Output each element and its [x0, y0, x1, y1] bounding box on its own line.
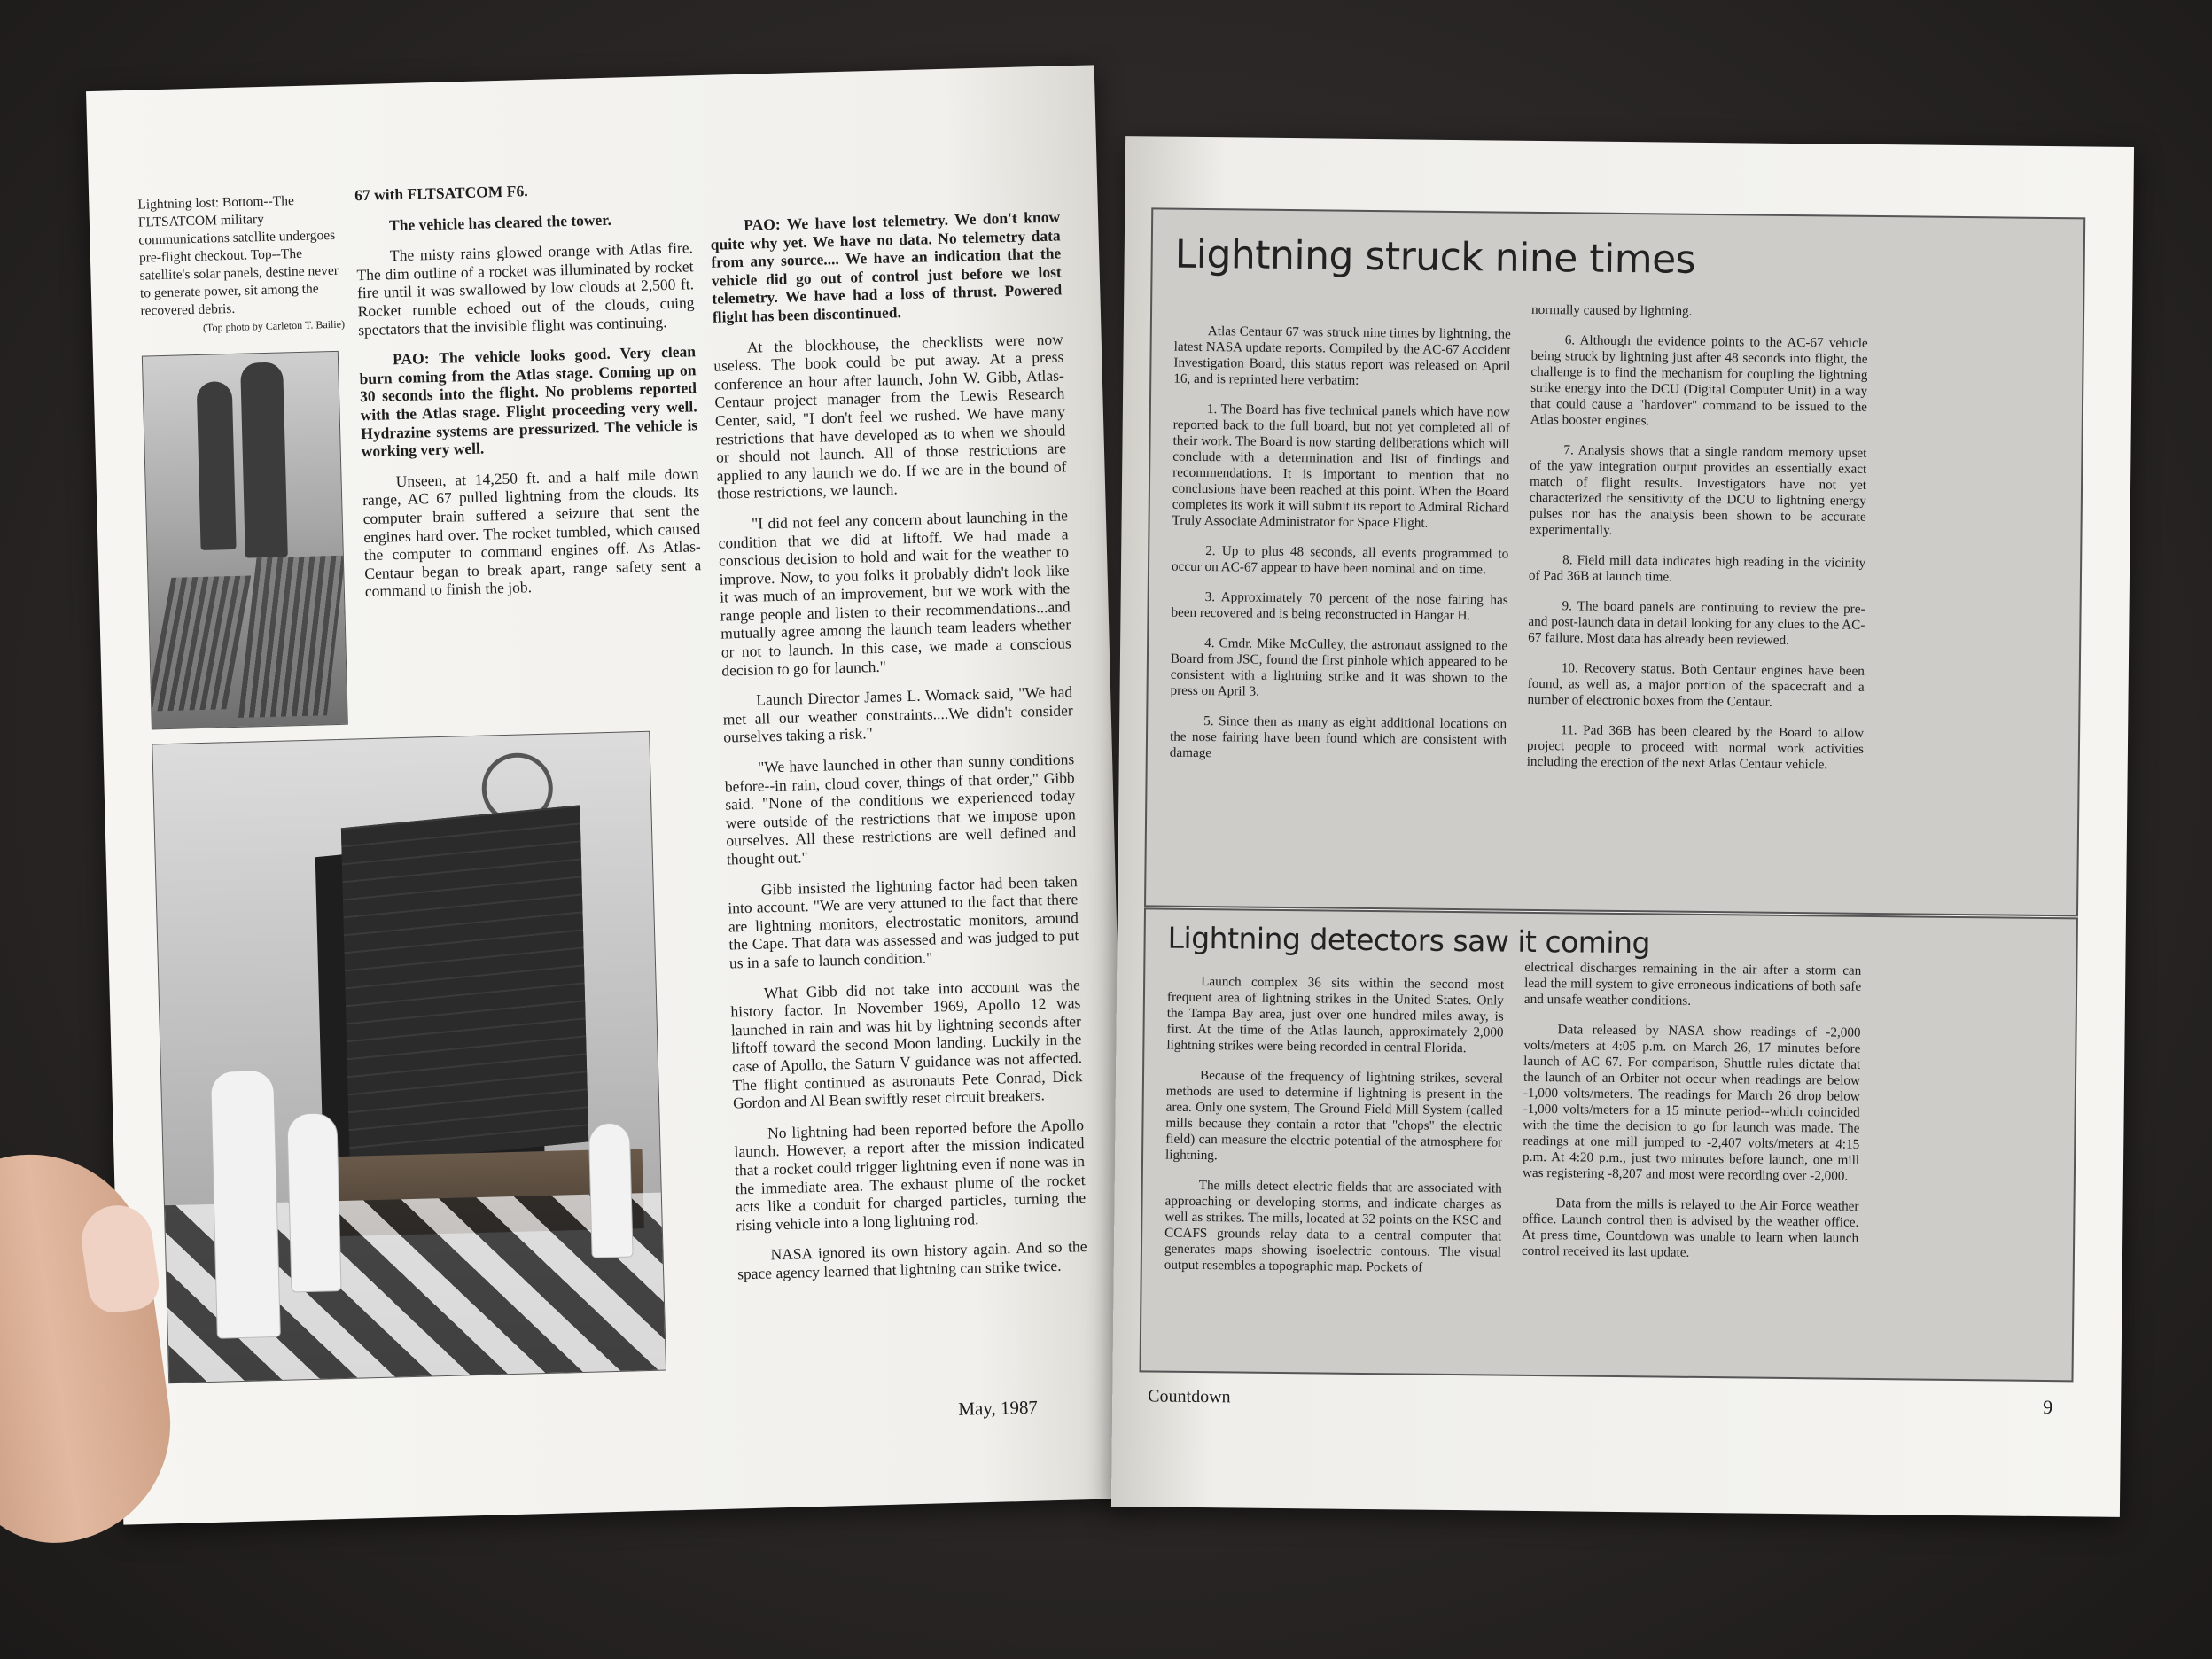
paragraph: 5. Since then as many as eight additional locations on the nose fairing have been found which are consistent with damage [1169, 713, 1507, 761]
photo-credit: (Top photo by Carleton T. Bailie) [202, 317, 346, 334]
person-figure [240, 362, 288, 557]
person-figure [197, 381, 237, 550]
paragraph: "I did not feel any concern about launching in the condition that we did at liftoff. We had made a conscious decision to hold and wait for the weather to improve. Now, to you folks it probably didn't look like it was much of an improvement, but we work with the range people and listen to their recommendations...and mutually agree among the launch team leaders whether or not to launch. In this case, we made a conscious decision to go for launch." [718, 506, 1071, 680]
paragraph: The mills detect electric fields that are associated with approaching or developing storms, and indicate charges as well as strikes. The mills, located at 32 points on the KSC and CCAFS grounds relay data to a central computer that generates maps showing isoelectric contours. The visual output resembles a topographic map. Pockets of [1164, 1178, 1502, 1275]
right-page [1111, 136, 2134, 1517]
paragraph: 4. Cmdr. Mike McCulley, the astronaut assigned to the Board from JSC, found the first pinhole which appeared to be consistent with a lightning strike and it was shown to the press on April 3. [1170, 635, 1508, 699]
article-column-1 [354, 177, 702, 613]
paragraph: The vehicle has cleared the tower. [388, 210, 612, 234]
paragraph: The misty rains glowed orange with Atlas fire. The dim outline of a rocket was illuminated by rocket fire until it was swallowed by low clouds at 2,500 ft. Rocket rumble echoed out of the clouds, cuing spectators that the invisible flight was continuing. [356, 238, 695, 339]
issue-date: May, 1987 [957, 1396, 1039, 1420]
paragraph: 1. The Board has five technical panels which have now reported back to the full board, but not yet completed all of their work. The Board is now starting deliberations which will conclude with a determination and list of findings and recommendations. It is important to mention that no conclusions have been reached at this point. When the Board completes its work it will submit its report to Admiral Richard Truly Associate Administrator for Space Flight. [1172, 401, 1510, 531]
page-number: 9 [2043, 1396, 2053, 1419]
box-title: Lightning struck nine times [1174, 231, 1696, 283]
paragraph: Launch Director James L. Womack said, "We had met all our weather constraints....We didn't consider ourselves taking a risk." [722, 682, 1073, 747]
box-column-2 [1522, 960, 1862, 1277]
paragraph: 3. Approximately 70 percent of the nose fairing has been recovered and is being reconstructed in Hangar H. [1171, 589, 1508, 624]
paragraph: Unseen, at 14,250 ft. and a half mile down range, AC 67 pulled lightning from the clouds. Its computer brain suffered a seizure that sent the engines hard over. The rocket tumbled, which caused the computer to command engines off. As Atlas-Centaur began to break apart, range safety sent a command to finish the job. [362, 463, 702, 601]
photo-caption [137, 191, 345, 339]
paragraph: PAO: The vehicle looks good. Very clean burn coming from the Atlas stage. Coming up on 30 seconds into the flight. No problems reported with the Atlas stage. Flight proceeding very well. Hydrazine systems are pressurized. The vehicle is working very well. [359, 342, 698, 461]
box-column-1 [1170, 323, 1511, 779]
box-title: Lightning detectors saw it coming [1167, 920, 1651, 961]
caption-text: Lightning lost: Bottom--The FLTSATCOM military communications satellite undergoes pre-flight checkout. Top--The satellite's solar panels, destine never to generate power, sit among the recovered debris. [137, 193, 339, 319]
sidebar-box-lightning-detectors [1140, 907, 2078, 1382]
paragraph: 2. Up to plus 48 seconds, all events programmed to occur on AC-67 appear to have been nominal and on time. [1171, 543, 1509, 578]
paragraph: 7. Analysis shows that a single random memory upset of the yaw integration output provides an essentially exact match of flight results. Investigators have not yet characterized the sensitivity of the DCU to lightning energy pulses nor has the analysis been shown to be accurate experimentally. [1529, 442, 1867, 538]
paragraph: Data from the mills is relayed to the Air Force weather office. Launch control then is advised by the weather office. At press time, Countdown was unable to learn when launch control received its last update. [1521, 1196, 1859, 1260]
left-page [86, 65, 1132, 1524]
paragraph: Because of the frequency of lightning strikes, several methods are used to determine if lightning is present in the area. Only one system, The Ground Field Mill System (called mills because they contain a rotor that "chops" the electric field) can measure the electric potential of the atmosphere for lightning. [1165, 1068, 1504, 1164]
paragraph: 67 with FLTSATCOM F6. [354, 182, 528, 205]
technician-figure [588, 1123, 634, 1258]
satellite-checkout-photo [152, 731, 666, 1383]
paragraph: 9. The board panels are continuing to review the pre- and post-launch data in detail looking for any clues to the AC-67 failure. Most data has already been reviewed. [1528, 598, 1865, 648]
paragraph: "We have launched in other than sunny conditions before--in rain, cloud cover, things of that order," Gibb said. "None of the conditions we experienced today were outside of the restrictions that we impose upon ourselves. All these restrictions are well defined and thought out." [724, 750, 1077, 868]
technician-figure [210, 1070, 281, 1339]
solar-panel-debris [238, 556, 346, 718]
paragraph: 10. Recovery status. Both Centaur engines have been found, as well as, a major portion of the spacecraft and a number of electronic boxes from the Centaur. [1527, 660, 1865, 710]
solar-panel-debris [146, 575, 251, 711]
paragraph: normally caused by lightning. [1531, 301, 1693, 319]
paragraph: No lightning had been reported before the Apollo launch. However, a report after the mission indicated that a rocket could trigger lightning even if none was in the immediate area. The exhaust plume of the rocket acts like a conduit for charged particles, turning the rising vehicle into a long lightning rod. [734, 1115, 1087, 1235]
paragraph: 11. Pad 36B has been cleared by the Board to allow project people to proceed with normal work activities including the erection of the next Atlas Centaur vehicle. [1526, 722, 1865, 773]
article-column-2 [710, 207, 1088, 1295]
paragraph: electrical discharges remaining in the air after a storm can lead the mill system to give erroneous indications of both safe and unsafe weather conditions. [1523, 959, 1862, 1009]
sidebar-box-lightning-struck [1144, 207, 2085, 916]
paragraph: At the blockhouse, the checklists were now useless. The book could be put away. At a press conference an hour after launch, John W. Gibb, Atlas-Centaur project manager from the Lewis Research Center, said, "I don't feel we rushed. We have many restrictions that have developed as to when we should or should not launch. All of those restrictions are applied to any launch we do. If we are in the bound of those restrictions, we launch. [713, 329, 1067, 502]
box-column-2 [1526, 302, 1868, 788]
paragraph: Atlas Centaur 67 was struck nine times by lightning, the latest NASA update reports. Compiled by the AC-67 Accident Investigation Board, this status report was released on April 16, and is reprinted here verbatim: [1173, 323, 1511, 388]
publication-name: Countdown [1148, 1386, 1231, 1407]
paragraph: Gibb insisted the lightning factor had been taken into account. "We are very attuned to the fact that there are lightning monitors, electrostatic monitors, around the Cape. That data was assessed and was judged to put us in a safe to launch condition." [728, 871, 1079, 972]
paragraph: PAO: We have lost telemetry. We don't know quite why yet. We have no data. No telemetry data from any source.... We have an indication that the vehicle did go out of control just before we lost telemetry. We have had a loss of thrust. Powered flight has been discontinued. [710, 207, 1063, 326]
paragraph: 6. Although the evidence points to the AC-67 vehicle being struck by lightning just after 48 seconds into flight, the challenge is to find the mechanism for coupling the lightning strike energy into the DCU (Digital Computer Unit) in a way that could cause a "hardover" command to be issued to the Atlas booster engines. [1530, 332, 1868, 429]
debris-photo [142, 351, 348, 730]
paragraph: Launch complex 36 sits within the second most frequent area of lightning strikes in the United States. Only the Tampa Bay area, just over one hundred miles away, is first. At the time of the Atlas launch, approximately 2,000 lightning strikes were being recorded in central Florida. [1166, 974, 1505, 1056]
satellite-body [341, 805, 588, 1164]
paragraph: What Gibb did not take into account was the history factor. In November 1969, Apollo 12 was launched in rain and was hit by lightning seconds after liftoff toward the second Moon landing. Luckily in the case of Apollo, the Saturn V guidance was not affected. The flight continued as astronauts Pete Conrad, Dick Gordon and Al Bean swiftly reset circuit breakers. [730, 975, 1083, 1112]
technician-figure [286, 1112, 341, 1292]
paragraph: Data released by NASA show readings of -2,000 volts/meters at 4:05 p.m. on March 26, 17 minutes before launch of AC 67. For comparison, Shuttle rules dictate that the launch of an Orbiter not occur when readings are below -1,000 volts/meters. The readings for March 26 drop below -1,000 volts/meters for a 15 minute period--which coincided with the time the decision to go for launch was made. The readings at one mill jumped to -2,407 volts/meters at 4:15 p.m. At 4:20 p.m., just two minutes before launch, one mill was registering -8,207 and most were recording over -2,000. [1522, 1022, 1861, 1184]
paragraph: 8. Field mill data indicates high reading in the vicinity of Pad 36B at launch time. [1528, 552, 1866, 585]
box-column-1 [1164, 974, 1505, 1291]
paragraph: NASA ignored its own history again. And so the space agency learned that lightning can strike twice. [736, 1237, 1087, 1283]
